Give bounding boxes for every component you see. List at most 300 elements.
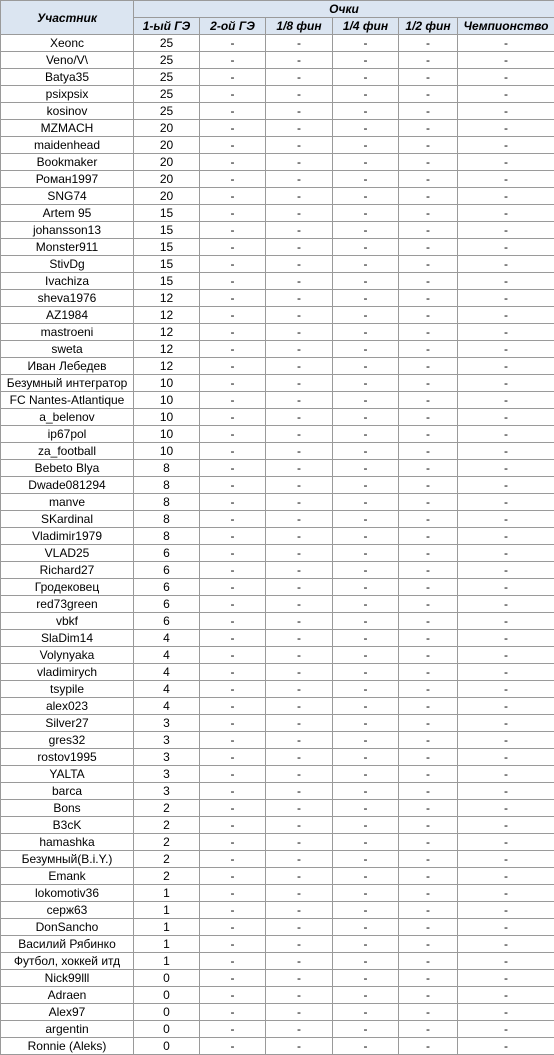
stage1-score-cell: 1 bbox=[134, 936, 200, 953]
stage2-score-cell: - bbox=[200, 392, 266, 409]
table-row bbox=[1, 834, 554, 851]
round16-score-cell: - bbox=[266, 1021, 333, 1038]
round16-score-cell: - bbox=[266, 579, 333, 596]
participant-name-cell: YALTA bbox=[1, 766, 134, 783]
round16-score-cell: - bbox=[266, 477, 333, 494]
table-row bbox=[1, 715, 554, 732]
stage1-score-cell: 6 bbox=[134, 613, 200, 630]
quarterfinal-score-cell: - bbox=[333, 919, 399, 936]
semifinal-score-cell: - bbox=[399, 1038, 458, 1055]
championship-score-cell: - bbox=[458, 392, 554, 409]
stage2-score-cell: - bbox=[200, 341, 266, 358]
semifinal-score-cell: - bbox=[399, 273, 458, 290]
round16-score-cell: - bbox=[266, 885, 333, 902]
table-row bbox=[1, 681, 554, 698]
quarterfinal-score-cell: - bbox=[333, 817, 399, 834]
stage1-score-cell: 4 bbox=[134, 681, 200, 698]
participant-name-cell: manve bbox=[1, 494, 134, 511]
stage1-score-cell: 15 bbox=[134, 205, 200, 222]
round16-score-cell: - bbox=[266, 69, 333, 86]
semifinal-score-cell: - bbox=[399, 868, 458, 885]
stage1-score-cell: 2 bbox=[134, 817, 200, 834]
stage1-score-cell: 20 bbox=[134, 154, 200, 171]
round16-score-cell: - bbox=[266, 324, 333, 341]
quarterfinal-score-cell: - bbox=[333, 426, 399, 443]
semifinal-score-cell: - bbox=[399, 154, 458, 171]
participant-name-cell: johansson13 bbox=[1, 222, 134, 239]
quarterfinal-score-cell: - bbox=[333, 528, 399, 545]
championship-score-cell: - bbox=[458, 817, 554, 834]
round16-score-cell: - bbox=[266, 817, 333, 834]
column-header-championship: Чемпионство bbox=[458, 18, 554, 35]
stage2-score-cell: - bbox=[200, 120, 266, 137]
table-row bbox=[1, 1038, 554, 1055]
participant-name-cell: Alex97 bbox=[1, 1004, 134, 1021]
stage1-score-cell: 20 bbox=[134, 120, 200, 137]
championship-score-cell: - bbox=[458, 307, 554, 324]
semifinal-score-cell: - bbox=[399, 290, 458, 307]
stage1-score-cell: 6 bbox=[134, 579, 200, 596]
participant-name-cell: Veno/V\ bbox=[1, 52, 134, 69]
participant-name-cell: Bebeto Blya bbox=[1, 460, 134, 477]
semifinal-score-cell: - bbox=[399, 307, 458, 324]
round16-score-cell: - bbox=[266, 426, 333, 443]
championship-score-cell: - bbox=[458, 902, 554, 919]
table-row bbox=[1, 426, 554, 443]
round16-score-cell: - bbox=[266, 273, 333, 290]
semifinal-score-cell: - bbox=[399, 698, 458, 715]
stage2-score-cell: - bbox=[200, 902, 266, 919]
participant-name-cell: vladimirych bbox=[1, 664, 134, 681]
championship-score-cell: - bbox=[458, 885, 554, 902]
semifinal-score-cell: - bbox=[399, 528, 458, 545]
semifinal-score-cell: - bbox=[399, 630, 458, 647]
stage2-score-cell: - bbox=[200, 579, 266, 596]
championship-score-cell: - bbox=[458, 800, 554, 817]
stage2-score-cell: - bbox=[200, 477, 266, 494]
table-row bbox=[1, 137, 554, 154]
championship-score-cell: - bbox=[458, 834, 554, 851]
semifinal-score-cell: - bbox=[399, 222, 458, 239]
stage1-score-cell: 25 bbox=[134, 35, 200, 52]
table-row bbox=[1, 800, 554, 817]
stage1-score-cell: 8 bbox=[134, 460, 200, 477]
stage1-score-cell: 4 bbox=[134, 630, 200, 647]
round16-score-cell: - bbox=[266, 919, 333, 936]
quarterfinal-score-cell: - bbox=[333, 273, 399, 290]
stage2-score-cell: - bbox=[200, 35, 266, 52]
semifinal-score-cell: - bbox=[399, 936, 458, 953]
quarterfinal-score-cell: - bbox=[333, 35, 399, 52]
championship-score-cell: - bbox=[458, 1004, 554, 1021]
semifinal-score-cell: - bbox=[399, 681, 458, 698]
championship-score-cell: - bbox=[458, 86, 554, 103]
round16-score-cell: - bbox=[266, 766, 333, 783]
championship-score-cell: - bbox=[458, 783, 554, 800]
stage1-score-cell: 15 bbox=[134, 222, 200, 239]
semifinal-score-cell: - bbox=[399, 1004, 458, 1021]
round16-score-cell: - bbox=[266, 902, 333, 919]
table-row bbox=[1, 154, 554, 171]
stage2-score-cell: - bbox=[200, 1021, 266, 1038]
participant-name-cell: za_football bbox=[1, 443, 134, 460]
stage1-score-cell: 20 bbox=[134, 171, 200, 188]
stage2-score-cell: - bbox=[200, 851, 266, 868]
table-row bbox=[1, 86, 554, 103]
semifinal-score-cell: - bbox=[399, 52, 458, 69]
table-row bbox=[1, 613, 554, 630]
semifinal-score-cell: - bbox=[399, 1021, 458, 1038]
table-row bbox=[1, 936, 554, 953]
participant-name-cell: FC Nantes-Atlantique bbox=[1, 392, 134, 409]
table-row bbox=[1, 341, 554, 358]
quarterfinal-score-cell: - bbox=[333, 953, 399, 970]
participant-name-cell: Nick99lll bbox=[1, 970, 134, 987]
stage1-score-cell: 1 bbox=[134, 919, 200, 936]
quarterfinal-score-cell: - bbox=[333, 987, 399, 1004]
semifinal-score-cell: - bbox=[399, 477, 458, 494]
championship-score-cell: - bbox=[458, 52, 554, 69]
round16-score-cell: - bbox=[266, 460, 333, 477]
quarterfinal-score-cell: - bbox=[333, 630, 399, 647]
semifinal-score-cell: - bbox=[399, 987, 458, 1004]
participant-name-cell: gres32 bbox=[1, 732, 134, 749]
stage1-score-cell: 3 bbox=[134, 783, 200, 800]
championship-score-cell: - bbox=[458, 188, 554, 205]
round16-score-cell: - bbox=[266, 154, 333, 171]
quarterfinal-score-cell: - bbox=[333, 290, 399, 307]
stage1-score-cell: 8 bbox=[134, 528, 200, 545]
semifinal-score-cell: - bbox=[399, 103, 458, 120]
semifinal-score-cell: - bbox=[399, 970, 458, 987]
table-row bbox=[1, 868, 554, 885]
quarterfinal-score-cell: - bbox=[333, 494, 399, 511]
stage2-score-cell: - bbox=[200, 290, 266, 307]
semifinal-score-cell: - bbox=[399, 120, 458, 137]
semifinal-score-cell: - bbox=[399, 783, 458, 800]
table-body bbox=[1, 35, 554, 1055]
championship-score-cell: - bbox=[458, 120, 554, 137]
stage2-score-cell: - bbox=[200, 766, 266, 783]
championship-score-cell: - bbox=[458, 681, 554, 698]
quarterfinal-score-cell: - bbox=[333, 392, 399, 409]
table-row bbox=[1, 205, 554, 222]
championship-score-cell: - bbox=[458, 324, 554, 341]
championship-score-cell: - bbox=[458, 987, 554, 1004]
round16-score-cell: - bbox=[266, 630, 333, 647]
participant-name-cell: alex023 bbox=[1, 698, 134, 715]
semifinal-score-cell: - bbox=[399, 851, 458, 868]
championship-score-cell: - bbox=[458, 970, 554, 987]
table-row bbox=[1, 409, 554, 426]
stage2-score-cell: - bbox=[200, 681, 266, 698]
round16-score-cell: - bbox=[266, 307, 333, 324]
championship-score-cell: - bbox=[458, 596, 554, 613]
stage2-score-cell: - bbox=[200, 358, 266, 375]
championship-score-cell: - bbox=[458, 290, 554, 307]
stage1-score-cell: 25 bbox=[134, 86, 200, 103]
semifinal-score-cell: - bbox=[399, 137, 458, 154]
stage2-score-cell: - bbox=[200, 273, 266, 290]
semifinal-score-cell: - bbox=[399, 919, 458, 936]
table-row bbox=[1, 52, 554, 69]
column-header-stage2: 2-ой ГЭ bbox=[200, 18, 266, 35]
championship-score-cell: - bbox=[458, 647, 554, 664]
table-row bbox=[1, 647, 554, 664]
championship-score-cell: - bbox=[458, 103, 554, 120]
stage2-score-cell: - bbox=[200, 460, 266, 477]
quarterfinal-score-cell: - bbox=[333, 868, 399, 885]
stage1-score-cell: 10 bbox=[134, 409, 200, 426]
quarterfinal-score-cell: - bbox=[333, 766, 399, 783]
table-row bbox=[1, 120, 554, 137]
stage1-score-cell: 8 bbox=[134, 494, 200, 511]
stage2-score-cell: - bbox=[200, 528, 266, 545]
round16-score-cell: - bbox=[266, 851, 333, 868]
stage1-score-cell: 10 bbox=[134, 392, 200, 409]
round16-score-cell: - bbox=[266, 290, 333, 307]
stage2-score-cell: - bbox=[200, 409, 266, 426]
stage1-score-cell: 8 bbox=[134, 511, 200, 528]
column-header-semifinal: 1/2 фин bbox=[399, 18, 458, 35]
championship-score-cell: - bbox=[458, 477, 554, 494]
table-row bbox=[1, 630, 554, 647]
semifinal-score-cell: - bbox=[399, 256, 458, 273]
stage2-score-cell: - bbox=[200, 52, 266, 69]
quarterfinal-score-cell: - bbox=[333, 256, 399, 273]
round16-score-cell: - bbox=[266, 664, 333, 681]
quarterfinal-score-cell: - bbox=[333, 205, 399, 222]
table-row bbox=[1, 579, 554, 596]
participant-name-cell: mastroeni bbox=[1, 324, 134, 341]
participant-name-cell: StivDg bbox=[1, 256, 134, 273]
quarterfinal-score-cell: - bbox=[333, 171, 399, 188]
quarterfinal-score-cell: - bbox=[333, 783, 399, 800]
table-row bbox=[1, 188, 554, 205]
quarterfinal-score-cell: - bbox=[333, 902, 399, 919]
quarterfinal-score-cell: - bbox=[333, 664, 399, 681]
points-group-header: Очки bbox=[134, 1, 554, 18]
quarterfinal-score-cell: - bbox=[333, 885, 399, 902]
semifinal-score-cell: - bbox=[399, 426, 458, 443]
championship-score-cell: - bbox=[458, 545, 554, 562]
championship-score-cell: - bbox=[458, 715, 554, 732]
semifinal-score-cell: - bbox=[399, 902, 458, 919]
round16-score-cell: - bbox=[266, 52, 333, 69]
championship-score-cell: - bbox=[458, 1021, 554, 1038]
round16-score-cell: - bbox=[266, 647, 333, 664]
stage2-score-cell: - bbox=[200, 800, 266, 817]
stage1-score-cell: 15 bbox=[134, 239, 200, 256]
championship-score-cell: - bbox=[458, 137, 554, 154]
participant-name-cell: psixpsix bbox=[1, 86, 134, 103]
table-row bbox=[1, 511, 554, 528]
semifinal-score-cell: - bbox=[399, 545, 458, 562]
quarterfinal-score-cell: - bbox=[333, 375, 399, 392]
participant-name-cell: MZMACH bbox=[1, 120, 134, 137]
semifinal-score-cell: - bbox=[399, 885, 458, 902]
championship-score-cell: - bbox=[458, 341, 554, 358]
championship-score-cell: - bbox=[458, 426, 554, 443]
table-row bbox=[1, 256, 554, 273]
semifinal-score-cell: - bbox=[399, 613, 458, 630]
round16-score-cell: - bbox=[266, 375, 333, 392]
quarterfinal-score-cell: - bbox=[333, 86, 399, 103]
semifinal-score-cell: - bbox=[399, 766, 458, 783]
stage1-score-cell: 10 bbox=[134, 375, 200, 392]
quarterfinal-score-cell: - bbox=[333, 749, 399, 766]
stage1-score-cell: 20 bbox=[134, 137, 200, 154]
semifinal-score-cell: - bbox=[399, 460, 458, 477]
stage1-score-cell: 20 bbox=[134, 188, 200, 205]
stage2-score-cell: - bbox=[200, 443, 266, 460]
stage2-score-cell: - bbox=[200, 885, 266, 902]
table-row bbox=[1, 358, 554, 375]
semifinal-score-cell: - bbox=[399, 443, 458, 460]
stage2-score-cell: - bbox=[200, 171, 266, 188]
semifinal-score-cell: - bbox=[399, 494, 458, 511]
participant-name-cell: tsypile bbox=[1, 681, 134, 698]
stage1-score-cell: 1 bbox=[134, 885, 200, 902]
stage1-score-cell: 3 bbox=[134, 732, 200, 749]
participant-name-cell: kosinov bbox=[1, 103, 134, 120]
table-row bbox=[1, 783, 554, 800]
round16-score-cell: - bbox=[266, 970, 333, 987]
table-row bbox=[1, 392, 554, 409]
column-header-quarterfinal: 1/4 фин bbox=[333, 18, 399, 35]
participant-name-cell: SNG74 bbox=[1, 188, 134, 205]
stage1-score-cell: 12 bbox=[134, 307, 200, 324]
semifinal-score-cell: - bbox=[399, 664, 458, 681]
stage1-score-cell: 15 bbox=[134, 273, 200, 290]
semifinal-score-cell: - bbox=[399, 732, 458, 749]
round16-score-cell: - bbox=[266, 188, 333, 205]
stage2-score-cell: - bbox=[200, 630, 266, 647]
table-row bbox=[1, 987, 554, 1004]
stage2-score-cell: - bbox=[200, 953, 266, 970]
championship-score-cell: - bbox=[458, 239, 554, 256]
table-row bbox=[1, 239, 554, 256]
stage1-score-cell: 12 bbox=[134, 290, 200, 307]
semifinal-score-cell: - bbox=[399, 511, 458, 528]
quarterfinal-score-cell: - bbox=[333, 324, 399, 341]
semifinal-score-cell: - bbox=[399, 188, 458, 205]
participant-name-cell: Artem 95 bbox=[1, 205, 134, 222]
participant-name-cell: Monster911 bbox=[1, 239, 134, 256]
column-header-round16: 1/8 фин bbox=[266, 18, 333, 35]
table-row bbox=[1, 443, 554, 460]
championship-score-cell: - bbox=[458, 358, 554, 375]
championship-score-cell: - bbox=[458, 664, 554, 681]
round16-score-cell: - bbox=[266, 222, 333, 239]
table-row bbox=[1, 970, 554, 987]
semifinal-score-cell: - bbox=[399, 834, 458, 851]
participant-name-cell: Xeonc bbox=[1, 35, 134, 52]
stage2-score-cell: - bbox=[200, 1038, 266, 1055]
championship-score-cell: - bbox=[458, 919, 554, 936]
stage2-score-cell: - bbox=[200, 613, 266, 630]
table-row bbox=[1, 273, 554, 290]
stage2-score-cell: - bbox=[200, 137, 266, 154]
participant-name-cell: Richard27 bbox=[1, 562, 134, 579]
participant-name-cell: Безумный интегратор bbox=[1, 375, 134, 392]
championship-score-cell: - bbox=[458, 630, 554, 647]
table-row bbox=[1, 766, 554, 783]
stage2-score-cell: - bbox=[200, 562, 266, 579]
participant-name-cell: Гродековец bbox=[1, 579, 134, 596]
championship-score-cell: - bbox=[458, 69, 554, 86]
quarterfinal-score-cell: - bbox=[333, 307, 399, 324]
round16-score-cell: - bbox=[266, 171, 333, 188]
stage1-score-cell: 0 bbox=[134, 1004, 200, 1021]
quarterfinal-score-cell: - bbox=[333, 681, 399, 698]
participant-name-cell: серж63 bbox=[1, 902, 134, 919]
quarterfinal-score-cell: - bbox=[333, 851, 399, 868]
stage1-score-cell: 10 bbox=[134, 443, 200, 460]
participant-name-cell: barca bbox=[1, 783, 134, 800]
round16-score-cell: - bbox=[266, 681, 333, 698]
stage1-score-cell: 3 bbox=[134, 749, 200, 766]
table-row bbox=[1, 953, 554, 970]
round16-score-cell: - bbox=[266, 137, 333, 154]
quarterfinal-score-cell: - bbox=[333, 834, 399, 851]
championship-score-cell: - bbox=[458, 749, 554, 766]
stage2-score-cell: - bbox=[200, 86, 266, 103]
column-header-stage1: 1-ый ГЭ bbox=[134, 18, 200, 35]
quarterfinal-score-cell: - bbox=[333, 647, 399, 664]
championship-score-cell: - bbox=[458, 868, 554, 885]
table-row bbox=[1, 35, 554, 52]
participant-name-cell: rostov1995 bbox=[1, 749, 134, 766]
semifinal-score-cell: - bbox=[399, 749, 458, 766]
stage1-score-cell: 15 bbox=[134, 256, 200, 273]
stage1-score-cell: 2 bbox=[134, 834, 200, 851]
quarterfinal-score-cell: - bbox=[333, 596, 399, 613]
semifinal-score-cell: - bbox=[399, 562, 458, 579]
quarterfinal-score-cell: - bbox=[333, 222, 399, 239]
table-row bbox=[1, 69, 554, 86]
quarterfinal-score-cell: - bbox=[333, 341, 399, 358]
stage1-score-cell: 2 bbox=[134, 868, 200, 885]
table-row bbox=[1, 851, 554, 868]
round16-score-cell: - bbox=[266, 256, 333, 273]
quarterfinal-score-cell: - bbox=[333, 358, 399, 375]
championship-score-cell: - bbox=[458, 171, 554, 188]
semifinal-score-cell: - bbox=[399, 86, 458, 103]
stage2-score-cell: - bbox=[200, 103, 266, 120]
stage2-score-cell: - bbox=[200, 426, 266, 443]
round16-score-cell: - bbox=[266, 800, 333, 817]
stage2-score-cell: - bbox=[200, 69, 266, 86]
championship-score-cell: - bbox=[458, 613, 554, 630]
stage1-score-cell: 0 bbox=[134, 1038, 200, 1055]
quarterfinal-score-cell: - bbox=[333, 936, 399, 953]
quarterfinal-score-cell: - bbox=[333, 800, 399, 817]
stage1-score-cell: 2 bbox=[134, 800, 200, 817]
round16-score-cell: - bbox=[266, 120, 333, 137]
semifinal-score-cell: - bbox=[399, 715, 458, 732]
quarterfinal-score-cell: - bbox=[333, 1038, 399, 1055]
round16-score-cell: - bbox=[266, 35, 333, 52]
semifinal-score-cell: - bbox=[399, 392, 458, 409]
table-row bbox=[1, 290, 554, 307]
stage1-score-cell: 0 bbox=[134, 1021, 200, 1038]
championship-score-cell: - bbox=[458, 443, 554, 460]
stage2-score-cell: - bbox=[200, 375, 266, 392]
stage1-score-cell: 3 bbox=[134, 715, 200, 732]
round16-score-cell: - bbox=[266, 103, 333, 120]
semifinal-score-cell: - bbox=[399, 647, 458, 664]
